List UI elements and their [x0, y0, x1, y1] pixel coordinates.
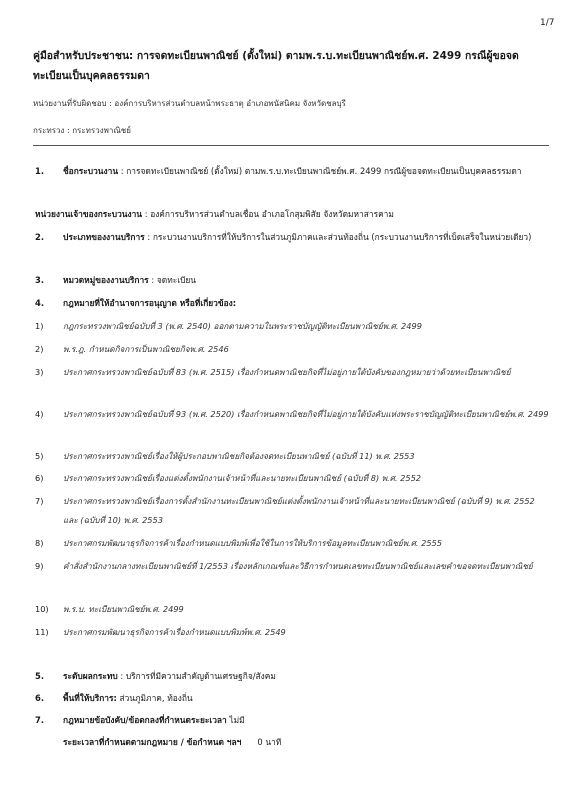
law-item-number: 9): [35, 561, 44, 571]
section-7-number: 7.: [35, 715, 45, 725]
owner-value: องค์การบริหารส่วนตำบลเชื่อน อำเภอโกสุมพิสัย จังหวัดมหาสารคาม: [150, 209, 394, 219]
law-item-number: 2): [35, 344, 44, 354]
law-item-number: 6): [35, 473, 44, 483]
law-item-number: 7): [35, 496, 44, 506]
section-process-owner: หน่วยงานเจ้าของกระบวนงาน : องค์การบริหารส่วนตำบลเชื่อน อำเภอโกสุมพิสัย จังหวัดมหาสารคาม: [35, 209, 394, 219]
section-1-label: ชื่อกระบวนงาน: [63, 166, 119, 176]
law-item-number: 4): [35, 409, 44, 419]
section-service-type: ประเภทของงานบริการ : กระบวนงานบริการที่ให้บริการในส่วนภูมิภาคและส่วนท้องถิ่น (กระบวนงานบริการที่เบ็ดเสร็จในหน่วยเดียว): [63, 232, 532, 242]
section-5-label: ระดับผลกระทบ: [63, 671, 118, 681]
owner-label: หน่วยงานเจ้าของกระบวนงาน: [35, 209, 143, 219]
law-item: ประกาศกระทรวงพาณิชย์เรื่องให้ผู้ประกอบพาณิชยกิจต้องจดทะเบียนพาณิชย์ (ฉบับที่ 11) พ.ศ. 2553: [63, 451, 415, 461]
section-1-number: 1.: [35, 166, 45, 176]
section-6-value: ส่วนภูมิภาค, ท้องถิ่น: [116, 693, 193, 703]
law-item: ประกาศกระทรวงพาณิชย์ฉบับที่ 93 (พ.ศ. 2520) เรื่องกำหนดพาณิชยกิจที่ไม่อยู่ภายใต้บังคับแห่งพระราชบัญญัติทะเบียนพาณิชย์พ.ศ. 2499: [63, 409, 549, 419]
section-impact-level: ระดับผลกระทบ : บริการที่มีความสำคัญด้านเศรษฐกิจ/สังคม: [63, 671, 276, 681]
section-service-category: หมวดหมู่ของงานบริการ : จดทะเบียน: [63, 275, 197, 285]
law-item: พ.ร.บ. ทะเบียนพาณิชย์พ.ศ. 2499: [63, 604, 184, 614]
section-1-value: การจดทะเบียนพาณิชย์ (ตั้งใหม่) ตามพ.ร.บ.ทะเบียนพาณิชย์พ.ศ. 2499 กรณีผู้ขอจดทะเบียนเป็นบุคคลธรรมดา: [126, 166, 522, 176]
law-item: ประกาศกระทรวงพาณิชย์ฉบับที่ 83 (พ.ศ. 2515) เรื่องกำหนดพาณิชยกิจที่ไม่อยู่ภายใต้บังคับของกฎหมายว่าด้วยทะเบียนพาณิชย์: [63, 367, 511, 377]
section-7-value: ไม่มี: [226, 715, 245, 725]
section-6-number: 6.: [35, 693, 45, 703]
section-laws-heading: [63, 294, 551, 313]
section-legal-period: [63, 733, 551, 752]
section-2-value: กระบวนงานบริการที่ให้บริการในส่วนภูมิภาคและส่วนท้องถิ่น (กระบวนงานบริการที่เบ็ดเสร็จในหน่วยเดียว): [152, 232, 532, 242]
law-item-number: 11): [35, 627, 49, 637]
law-item-number: 3): [35, 367, 44, 377]
responsible-agency: หน่วยงานที่รับผิดชอบ : องค์การบริหารส่วนตำบลหน้าพระธาตุ อำเภอพนัสนิคม จังหวัดชลบุรี: [33, 99, 346, 108]
section-3-number: 3.: [35, 275, 45, 285]
law-item: ประกาศกรมพัฒนาธุรกิจการค้าเรื่องกำหนดแบบพิมพ์เพื่อใช้ในการให้บริการข้อมูลทะเบียนพาณิชย์พ.ศ. 2555: [63, 538, 442, 548]
law-item: พ.ร.ฎ. กำหนดกิจการเป็นพาณิชยกิจพ.ศ. 2546: [63, 344, 229, 354]
section-process-name: ชื่อกระบวนงาน : การจดทะเบียนพาณิชย์ (ตั้งใหม่) ตามพ.ร.บ.ทะเบียนพาณิชย์พ.ศ. 2499 กรณีผู้ขอจดทะเบียนเป็นบุคคลธรรมดา: [63, 166, 522, 176]
section-3-label: หมวดหมู่ของงานบริการ: [63, 275, 149, 285]
law-item-number: 5): [35, 451, 44, 461]
section-4-label: กฎหมายที่ให้อำนาจการอนุญาต หรือที่เกี่ยวข้อง:: [63, 298, 237, 308]
section-3-value: จดทะเบียน: [156, 275, 197, 285]
section-5-number: 5.: [35, 671, 45, 681]
divider: [33, 145, 549, 146]
law-item: คำสั่งสำนักงานกลางทะเบียนพาณิชย์ที่ 1/2553 เรื่องหลักเกณฑ์และวิธีการกำหนดเลขทะเบียนพาณิชย์และเลขคำขอจดทะเบียนพาณิชย์: [63, 561, 533, 571]
section-2-number: 2.: [35, 232, 45, 242]
law-item-number: 1): [35, 321, 44, 331]
document-title: คู่มือสำหรับประชาชน: การจดทะเบียนพาณิชย์ (ตั้งใหม่) ตามพ.ร.บ.ทะเบียนพาณิชย์พ.ศ. 2499 กรณีผู้ขอจดทะเบียนเป็นบุคคลธรรมดา: [33, 50, 519, 82]
law-item-number: 8): [35, 538, 44, 548]
period-label: ระยะเวลาที่กำหนดตามกฎหมาย / ข้อกำหนด ฯลฯ: [63, 737, 242, 747]
period-value: 0 นาที: [257, 737, 282, 747]
law-item: ประกาศกระทรวงพาณิชย์เรื่องแต่งตั้งพนักงานเจ้าหน้าที่และนายทะเบียนพาณิชย์ (ฉบับที่ 8) พ.ศ. 2552: [63, 473, 421, 483]
section-5-value: บริการที่มีความสำคัญด้านเศรษฐกิจ/สังคม: [125, 671, 276, 681]
law-item-number: 10): [35, 604, 49, 614]
ministry: กระทรวง : กระทรวงพาณิชย์: [33, 126, 131, 135]
page-number: 1/7: [540, 18, 555, 28]
section-7-label: กฎหมายข้อบังคับ/ข้อตกลงที่กำหนดระยะเวลา: [63, 715, 227, 725]
law-item: กฎกระทรวงพาณิชย์ฉบับที่ 3 (พ.ศ. 2540) ออกตามความในพระราชบัญญัติทะเบียนพาณิชย์พ.ศ. 2499: [63, 321, 422, 331]
law-item: ประกาศกรมพัฒนาธุรกิจการค้าเรื่องกำหนดแบบพิมพ์พ.ศ. 2549: [63, 627, 286, 637]
law-item: ประกาศกระทรวงพาณิชย์เรื่องการตั้งสำนักงานทะเบียนพาณิชย์แต่งตั้งพนักงานเจ้าหน้าที่และนายทะเบียนพาณิชย์ (ฉบับที่ 9) พ.ศ. 2552 และ (ฉบับที่ 10) พ.ศ. 2553: [63, 496, 535, 525]
section-6-label: พื้นที่ให้บริการ:: [63, 693, 117, 703]
section-4-number: 4.: [35, 298, 45, 308]
section-service-area: [63, 689, 551, 708]
section-2-label: ประเภทของงานบริการ: [63, 232, 145, 242]
section-regulation: [63, 711, 551, 730]
